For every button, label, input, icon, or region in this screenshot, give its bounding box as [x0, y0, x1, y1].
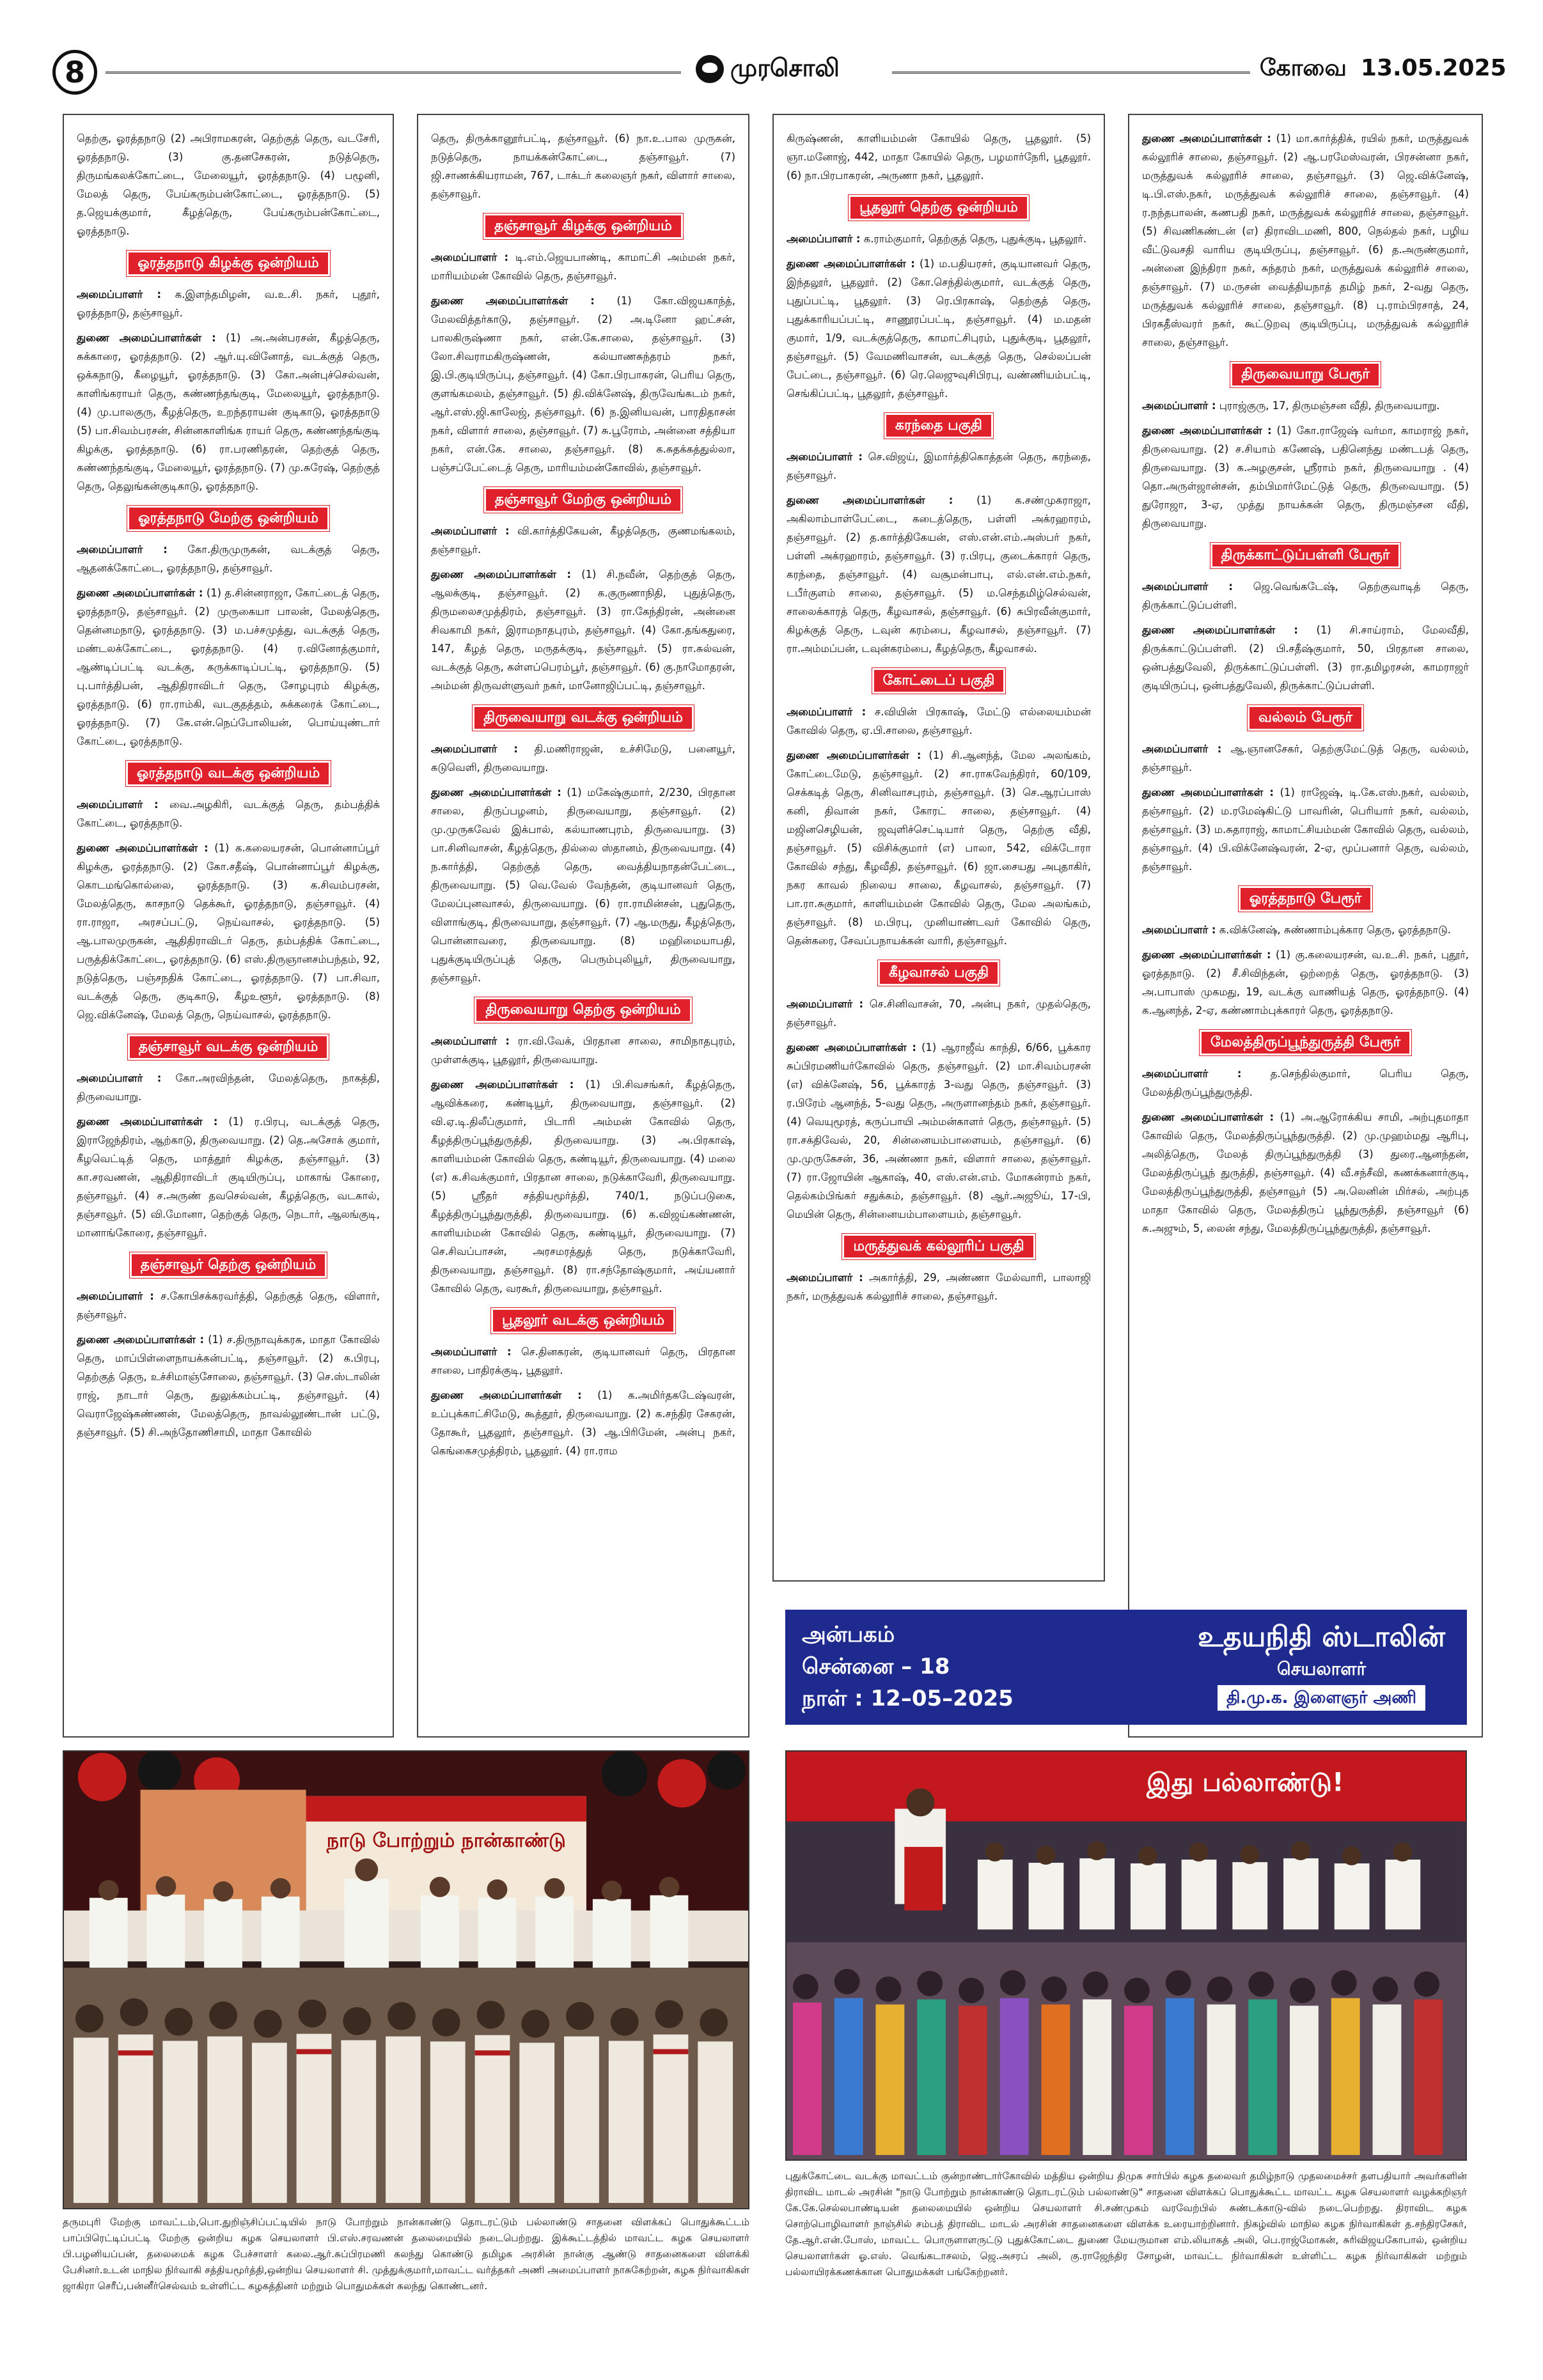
entry-text: (1) ச.திருநாவுக்கரசு, மாதா கோவில் தெரு, மாப்பிள்ளைநாயக்கன்பட்டி, தஞ்சாவூர். (2) க.பிரபு, தெற்குத் தெரு, உச்சிமாஞ்சோலை, தஞ்சாவூர். (3) செ.ஸ்டாலின் ராஜ், நாடார் தெரு, துலுக்கம்பட்டி, தஞ்சாவூர். (4) வெராஜேஷ்கண்ணன், மேலத்தெரு, நாவல்லூண்டான் பட்டு, தஞ்சாவூர். (5) சி.அந்தோணிசாமி, மாதா கோவில் — [77, 1334, 380, 1438]
entry-label: துணை அமைப்பாளர்கள் : — [77, 332, 216, 344]
entry-paragraph — [431, 565, 735, 695]
section-heading: மருத்துவக் கல்லூரிப் பகுதி — [842, 1234, 1035, 1259]
section-heading: தஞ்சாவூர் கிழக்கு ஒன்றியம் — [483, 214, 683, 239]
entry-label: அமைப்பாளர் : — [1142, 1068, 1242, 1080]
page-number: 8 — [52, 50, 97, 95]
entry-label: துணை அமைப்பாளர்கள் : — [787, 1041, 916, 1054]
entry-paragraph — [787, 703, 1091, 740]
entry-paragraph — [787, 447, 1091, 485]
entry-paragraph — [1142, 921, 1469, 939]
entry-text: அகார்த்தி, 29, அண்ணா மேல்வாரி, பாலாஜி நகர், மருத்துவக் கல்லூரிச் சாலை, தஞ்சாவூர். — [787, 1272, 1091, 1302]
entry-paragraph — [787, 1268, 1091, 1305]
event-photo-pudukkottai — [785, 1750, 1467, 2161]
entry-text: (1) மகேஷ்குமார், 2/230, பிரதான சாலை, திருப்பழனம், திருவையாறு, தஞ்சாவூர். (2) மு.முருகவேல் இக்பால், கல்யாணபுரம், திருவையாறு. (3) பா.சினிவாசன், கீழத்தெரு, தில்லை ஸ்தானம், திருவையாறு. (4) ந.கார்த்தி, தெற்குத் தெரு, வைத்தியநாதன்பேட்டை, திருவையாறு. (5) வெ.வேல் வேந்தன், குடியானவர் தெரு, மேலப்புனவாசல், திருவையாறு. (6) ரா.ராமின்சன், புதுதெரு, விளாங்குடி, திருவையாறு, தஞ்சாவூர். (7) ஆ.மருது, கீழத்தெரு, பொன்னாவரை, திருவையாறு. (8) மஹிமையாபதி, புதுக்குடியிருப்புத் தெரு, பெரும்புலியூர், திருவையாறு, தஞ்சாவூர். — [431, 786, 735, 984]
entry-paragraph — [77, 1069, 380, 1106]
section-heading: மேலத்திருப்பூந்துருத்தி பேரூர் — [1200, 1030, 1411, 1055]
entry-paragraph — [77, 129, 380, 240]
entry-paragraph — [77, 540, 380, 577]
article-column-1 — [63, 114, 394, 1738]
entry-text: (1) க.கலையரசன், பொன்னாப்பூர் கிழக்கு, ஓரத்தநாடு. (2) கோ.சதீஷ், பொன்னாப்பூர் கிழக்கு, கொடமங்கொல்லை, ஓரத்தநாடு. (3) க.சிவம்பரசன், மேலத்தெரு, காசநாடு தெக்கூர், ஓரத்தநாடு, தஞ்சாவூர். (4) ரா.ராஜா, அரசப்பட்டு, நெய்வாசல், ஓரத்தநாடு. (5) ஆ.பாலமுருகன், ஆதிதிராவிடர் தெரு, தம்பத்திக் கோட்டை, பருத்திக்கோட்டை, ஓரத்தநாடு. (6) எஸ்.திருஞானசம்பந்தம், 92, நடுத்தெரு, பஞ்சநதிக் கோட்டை, ஓரத்தநாடு. (7) பா.சிவா, வடக்குத் தெரு, குடிகாடு, கீழஉளூர், ஓரத்தநாடு. (8) ஜெ.விக்னேஷ், மேலத் தெரு, நெய்வாசல், ஓரத்தநாடு. — [77, 842, 380, 1021]
entry-paragraph — [77, 1112, 380, 1242]
photo-caption-dharmapuri: தருமபுரி மேற்கு மாவட்டம்,பொ.துறிஞ்சிப்பட்டியில் நாடு போற்றும் நான்காண்டு தொடரட்டும் பல்லாண்டு சாதனை விளக்கப் பொதுக்கூட்டம் பாப்பிரெட்டிப்பட்டி மேற்கு ஒன்றிய கழக செயலாளர் பி.எஸ்.சரவணன் தலைமையில் நடைபெற்றது. இக்கூட்டத்தில் மாவட்ட கழக செயலாளர் பி.பழனியப்பன், தலைமைக் கழக பேச்சாளர் கலை.ஆர்.சுப்பிரமணி கலந்து கொண்டு தமிழக அரசின் நான்கு ஆண்டு சாதனைகளை விளக்கி பேசினர்.உடன் மாநில நிர்வாகி சத்தியமூர்த்தி,ஒன்றிய செயலாளர் சி. முத்துக்குமார்,மாவட்ட வர்த்தகர் அணி அமைப்பாளர் நாசுகேற்றன், கழக நிர்வாகிகள் ஜாகிரா செரீப்,பன்னீர்செல்வம் உள்ளிட்ட கழகத்தினர் மற்றும் பொதுமக்கள் கலந்து கொண்டனர். — [63, 2216, 749, 2292]
article-column-2 — [417, 114, 749, 1738]
entry-label: அமைப்பாளர் : — [77, 288, 161, 300]
entry-paragraph — [1142, 421, 1469, 533]
masthead-rule-right — [892, 72, 1250, 74]
entry-label: துணை அமைப்பாளர்கள் : — [1142, 624, 1298, 636]
entry-text: தெற்கு, ஓரத்தநாடு (2) அபிராமகரன், தெற்குத் தெரு, வடசேரி, ஓரத்தநாடு. (3) கு.தனசேகரன், நடுத்தெரு, திருமங்கலக்கோட்டை, மேலையூர், ஓரத்தநாடு. (4) பழூனி, மேலத் தெரு, பேய்கரும்பன்கோட்டை, ஓரத்தநாடு. (5) த.ஜெயக்குமார், கீழத்தெரு, பேய்கரும்பன்கோட்டை, ஓரத்தநாடு. — [77, 132, 380, 237]
entry-text: கோ.அரவிந்தன், மேலத்தெரு, நாகத்தி, திருவையாறு. — [77, 1072, 380, 1103]
entry-label: துணை அமைப்பாளர்கள் : — [1142, 132, 1271, 144]
entry-paragraph — [787, 1038, 1091, 1224]
entry-text: கோ.திருமுருகன், வடக்குத் தெரு, ஆதனக்கோட்டை, ஓரத்தநாடு, தஞ்சாவூர். — [77, 543, 380, 574]
entry-paragraph — [1142, 740, 1469, 777]
entry-label: அமைப்பாளர் : — [77, 798, 159, 811]
entry-paragraph — [77, 795, 380, 832]
entry-label: துணை அமைப்பாளர்கள் : — [787, 749, 921, 761]
stage-banner-text: நாடு போற்றும் நான்காண்டு — [326, 1830, 566, 1853]
entry-label: அமைப்பாளர் : — [787, 451, 863, 463]
entry-paragraph — [1142, 1064, 1469, 1101]
entry-label: அமைப்பாளர் : — [431, 525, 510, 537]
entry-paragraph — [431, 522, 735, 559]
entry-text: க.ராம்குமார், தெற்குத் தெரு, புதுக்குடி, பூதலூர். — [863, 233, 1087, 245]
entry-text: டி.எம்.ஜெயபாண்டி, காமாட்சி அம்மன் நகர், மாரியம்மன் கோவில் தெரு, தஞ்சாவூர். — [431, 251, 735, 282]
section-heading: ஓரத்தநாடு வடக்கு ஒன்றியம் — [126, 761, 331, 786]
entry-label: அமைப்பாளர் : — [431, 1346, 512, 1358]
entry-label: அமைப்பாளர் : — [787, 998, 863, 1010]
entry-text: செ.விஜய், இமார்த்திகொத்தன் தெரு, கரந்தை, தஞ்சாவூர். — [787, 451, 1091, 481]
section-heading: பூதலூர் தெற்கு ஒன்றியம் — [849, 195, 1029, 221]
section-heading: வல்லம் பேரூர் — [1248, 705, 1363, 731]
article-column-3 — [772, 114, 1105, 1582]
entry-text: செ.சினிவாசன், 70, அன்பு நகர், முதல்தெரு, தஞ்சாவூர். — [787, 998, 1091, 1029]
entry-text: (1) க.சண்முகராஜா, அகிலாம்பாள்பேட்டை, கடைத்தெரு, பள்ளி அக்ரஹாரம், தஞ்சாவூர். (2) த.கார்த்திகேயன், எஸ்.என்.எம்.அஸ்பர் நகர், பள்ளி அக்ரஹாரம், தஞ்சாவூர். (3) ர.பிரபு, குடைக்காரர் தெரு, கரந்தை, தஞ்சாவூர். (4) வசூமன்பாபு, எல்.என்.எம்.நகர், டபீர்குளம் சாலை, தஞ்சாவூர். (5) ம.செந்தமிழ்செல்வன், சாலைக்காரத் தெரு, கீழவாசல், தஞ்சாவூர். (6) சுபிரவீன்குமார், கிழக்குத் தெரு, டவுன் கரம்பை, கீழவாசல், தஞ்சாவூர். (7) ரா.அம்மப்பன், டவுன்கரம்பை, கீழத்தெரு, கீழவாசல். — [787, 494, 1091, 655]
entry-paragraph — [431, 248, 735, 285]
entry-text: (1) த.சின்னராஜா, கோட்டைத் தெரு, ஓரத்தநாடு, தஞ்சாவூர். (2) முருகையா பாலன், மேலத்தெரு, தென்னமநாடு, ஓரத்தநாடு. (3) ம.பச்சமுத்து, வடக்குத் தெரு, மண்டலக்கோட்டை, ஓரத்தநாடு. (4) ர.வினோத்குமார், ஆண்டிப்பட்டி வடக்கு, கருக்காடிப்பட்டி, ஓரத்தநாடு. (5) பு.பார்த்திபன், ஆதிதிராவிடர் தெரு, சோழபுரம் கிழக்கு, ஓரத்தநாடு. (6) ரா.ராம்கி, வடகுதத்தம், சுக்கரைக் கோட்டை, ஓரத்தநாடு. (7) கே.என்.நெப்போலியன், பொய்யுண்டார் கோட்டை, ஓரத்தநாடு. — [77, 587, 380, 747]
section-heading: கீழவாசல் பகுதி — [878, 960, 999, 986]
section-heading: ஓரத்தநாடு மேற்கு ஒன்றியம் — [127, 506, 329, 531]
entry-label: துணை அமைப்பாளர்கள் : — [77, 587, 203, 599]
entry-text: க.விக்னேஷ், சுண்ணாம்புக்கார தெரு, ஓரத்தநாடு. — [1219, 924, 1451, 936]
announcement-city: சென்னை – 18 — [802, 1654, 950, 1679]
entry-text: கிருஷ்ணன், காளியம்மன் கோயில் தெரு, பூதலூர். (5) ஞா.மனோஜ், 442, மாதா கோயில் தெரு, பழமார்நேரி, பூதலூர். (6) நா.பிரபாகரன், அருணா நகர், பூதலூர். — [787, 132, 1091, 182]
entry-paragraph — [431, 1342, 735, 1380]
entry-paragraph — [787, 995, 1091, 1032]
section-heading: திருவையாறு வடக்கு ஒன்றியம் — [473, 705, 694, 731]
entry-label: துணை அமைப்பாளர்கள் : — [77, 842, 208, 854]
entry-label: துணை அமைப்பாளர்கள் : — [787, 494, 953, 506]
entry-text: தெரு, திருக்கானூர்பட்டி, தஞ்சாவூர். (6) நா.உ.பால முருகன், நடுத்தெரு, நாயக்கன்கோட்டை, தஞ்சாவூர். (7) ஜி.சாணக்கியராமன், 767, டாக்டர் கலைஞர் நகர், விளார் சாலை, தஞ்சாவூர். — [431, 132, 735, 200]
entry-paragraph — [787, 746, 1091, 950]
section-heading: தஞ்சாவூர் வடக்கு ஒன்றியம் — [128, 1034, 329, 1060]
announcement-date: நாள் : 12–05–2025 — [802, 1686, 1014, 1711]
entry-text: (1) ராஜேஷ், டி.கே.எஸ்.நகர், வல்லம், தஞ்சாவூர். (2) ம.ரமேஷ்கிட்டு பாவரின், பெரியார் நகர், வல்லம், தஞ்சாவூர். (3) ம.சுதாராஜ், காமாட்சியம்மன் கோவில் தெரு, வல்லம், தஞ்சாவூர். (4) பி.விக்னேஷ்வரன், 2-ஏ, மூப்பனார் தெரு, வல்லம், தஞ்சாவூர். — [1142, 786, 1469, 873]
entry-paragraph — [431, 1386, 735, 1460]
section-heading: திருவையாறு பேரூர் — [1230, 362, 1381, 387]
masthead-rule-left — [106, 72, 681, 74]
entry-text: (1) சி.நவீன், தெற்குத் தெரு, ஆலக்குடி, தஞ்சாவூர். (2) க.குருணாநிதி, புதுத்தெரு, திருமலைசமுத்திரம், தஞ்சாவூர். (3) ரா.கேந்திரன், அன்னை சிவகாமி நகர், இராமநாதபுரம், தஞ்சாவூர். (4) கோ.தங்கதுரை, 147, கீழத் தெரு, மருதக்குடி, தஞ்சாவூர். (5) ரா.சுல்வன், வடக்குத் தெரு, கள்ளப்பெரம்பூர், தஞ்சாவூர். (6) கு.நாமோதரன், அம்மன் திருவள்ளுவர் நகர், மானோஜிப்பட்டி, தஞ்சாவூர். — [431, 568, 735, 692]
section-heading: ஓரத்தநாடு கிழக்கு ஒன்றியம் — [127, 251, 330, 276]
entry-label: அமைப்பாளர் : — [77, 543, 168, 556]
entry-text: (1) ஆராஜீவ் காந்தி, 6/66, பூக்கார சுப்பிரமணியர்கோவில் தெரு, தஞ்சாவூர். (2) மா.சிவம்பரசன் (எ) விக்னேஷ், 56, பூக்காரத் 3-வது தெரு, தஞ்சாவூர். (3) ர.பிரேம் ஆனந்த், 5-வது தெரு, அருளானந்தம் நகர், தஞ்சாவூர். (4) வெயுமூரத், கருப்பாயி அம்மன்காளர் தெரு, தஞ்சாவூர். (5) ரா.சக்திவேல், 20, சின்னையம்பாளையம், தஞ்சாவூர். (6) மு.முருகேசன், 36, அண்ணா நகர், விளார் சாலை, தஞ்சாவூர். (7) ரா.ஜோயின் ஆகாஷ், 40, எஸ்.என்.எம். மோகன்ராம் நகர், தெல்கம்பிங்கர் சதுக்கம், தஞ்சாவூர். (8) ஆர்.அஜூய், 17-பி, மெயின் தெரு, சின்னையம்பாளையம், தஞ்சாவூர். — [787, 1041, 1091, 1220]
entry-label: துணை அமைப்பாளர்கள் : — [77, 1334, 205, 1346]
entry-label: அமைப்பாளர் : — [787, 233, 861, 245]
entry-text: (1) அ.அன்பரசன், கீழத்தெரு, சுக்காரை, ஓரத்தநாடு. (2) ஆர்.யு.வினோத், வடக்குத் தெரு, ஒக்கநாடு, கீழையூர், ஓரத்தநாடு. (3) கோ.அன்புச்செல்வன், காளிங்கராயர் தெரு, கண்ணந்தங்குடி, மேலையூர், ஓரத்தநாடு. (4) மு.பாலகுரு, கீழத்தெரு, உறந்தராயன் குடிகாடு, ஓரத்தநாடு (5) பா.சிவம்பரசன், சின்னகாளிங்க ராயர் தெரு, கண்ணந்தங்குடி கிழக்கு, ஓரத்தநாடு. (6) ரா.பரணிதரன், தெற்குத் தெரு, கண்ணந்தங்குடி, மேலையூர், ஓரத்தநாடு. (7) மு.சுரேஷ், தெற்குத் தெரு, தெலுங்கன்குடிகாடு, ஓரத்தநாடு. — [77, 332, 380, 492]
newspaper-brand: முரசொலி — [730, 54, 840, 82]
entry-text: (1) ர.பிரபு, வடக்குத் தெரு, இராஜேந்திரம், ஆற்காடு, திருவையாறு. (2) தெ.அசோக் குமார், கீழவெட்டித் தெரு, மாத்தூர் கிழக்கு, தஞ்சாவூர். (3) கா.சரவணன், ஆதிதிராவிடர் குடியிருப்பு, மாகாங் கோரை, தஞ்சாவூர். (4) ச.அருண் தவசெல்வன், கீழத்தெரு, வடகால், தஞ்சாவூர். (5) வி.மோனா, தெற்குத் தெரு, நெடார், ஆலங்குடி, மானாங்கோரை, தஞ்சாவூர். — [77, 1116, 380, 1239]
entry-label: அமைப்பாளர் : — [787, 706, 866, 718]
entry-paragraph — [431, 129, 735, 203]
signatory-role: செயலாளர் — [1277, 1658, 1367, 1679]
entry-text: ஜெ.வெங்கடேஷ், தெற்குவாடித் தெரு, திருக்காட்டுப்பள்ளி. — [1142, 580, 1469, 611]
entry-label: துணை அமைப்பாளர்கள் : — [1142, 424, 1272, 437]
entry-label: அமைப்பாளர் : — [1142, 580, 1233, 593]
entry-label: அமைப்பாளர் : — [1142, 743, 1222, 755]
article-column-4 — [1128, 114, 1483, 1738]
masthead — [0, 0, 1543, 109]
announcement-place: அன்பகம் — [802, 1622, 895, 1647]
murasoli-logo-icon — [696, 55, 724, 83]
section-heading: கோட்டைப் பகுதி — [872, 668, 1006, 694]
entry-text: ச.கோபிசக்கரவர்த்தி, தெற்குத் தெரு, விளார், தஞ்சாவூர். — [77, 1290, 380, 1321]
entry-paragraph — [77, 1330, 380, 1442]
section-heading: பூதலூர் வடக்கு ஒன்றியம் — [491, 1308, 675, 1334]
entry-label: அமைப்பாளர் : — [787, 1272, 863, 1284]
stage-crowd-illustration-2 — [787, 1752, 1466, 2159]
entry-label: துணை அமைப்பாளர்கள் : — [1142, 949, 1271, 961]
entry-label: அமைப்பாளர் : — [1142, 924, 1216, 936]
entry-paragraph — [787, 491, 1091, 658]
entry-label: அமைப்பாளர் : — [77, 1072, 162, 1084]
entry-text: (1) க.அமிர்தகடேஷ்வரன், உப்புக்காட்சிமேடு, கூத்தூர், திருவையாறு. (2) க.சந்திர சேகரன், தோகூர், பூதலூர், தஞ்சாவூர். (3) ஆ.பிரிமேன், அன்பு நகர், கெங்கைசமுத்திரம், பூதலூர். (4) ரா.ராம — [431, 1389, 735, 1457]
section-heading: தஞ்சாவூர் தெற்கு ஒன்றியம் — [130, 1252, 327, 1278]
entry-text: வி.கார்த்திகேயன், கீழத்தெரு, குணமங்கலம், தஞ்சாவூர். — [431, 525, 735, 556]
entry-label: துணை அமைப்பாளர்கள் : — [431, 295, 595, 307]
entry-text: புராஜ்குரு, 17, திருமஞ்சன வீதி, திருவையாறு. — [1219, 400, 1440, 412]
entry-label: அமைப்பாளர் : — [1142, 400, 1216, 412]
section-heading: தஞ்சாவூர் மேற்கு ஒன்றியம் — [484, 487, 682, 513]
entry-text: தி.மணிராஜன், உச்சிமேடு, பனையூர், கடுவெளி, திருவையாறு. — [431, 743, 735, 774]
stage-crowd-illustration — [64, 1752, 748, 2208]
entry-paragraph — [77, 584, 380, 751]
entry-label: அமைப்பாளர் : — [431, 251, 509, 263]
entry-paragraph — [77, 1287, 380, 1324]
entry-text: ரா.வி.வேக், பிரதான சாலை, சாமிநாதபுரம், முள்ளக்குடி, பூதலூர், திருவையாறு. — [431, 1035, 735, 1066]
entry-label: அமைப்பாளர் : — [77, 1290, 154, 1302]
entry-paragraph — [787, 254, 1091, 403]
signatory-org: தி.மு.க. இளைஞர் அணி — [1218, 1685, 1425, 1711]
entry-text: (1) பி.சிவசங்கர், கீழத்தெரு, ஆவிக்கரை, கண்டியூர், திருவையாறு, தஞ்சாவூர். (2) வி.ஏ.டி.திலீப்குமார், பிடாரி அம்மன் கோவில் தெரு, கீழத்திருப்பூந்துருத்தி, திருவையாறு. (3) அ.பிரகாஷ், காளியம்மன் கோவில் தெரு, கண்டியூர், திருவையாறு. (4) மலை (எ) க.சிவக்குமார், பிரதான சாலை, நடுக்காவேரி, திருவையாறு. (5) ஸ்ரீதர் சத்தியமூர்த்தி, 740/1, நடுப்படுகை, கீழத்திருப்பூந்துருத்தி, திருவையாறு. (6) க.விஜய்கண்ணன், காளியம்மன் கோவில் தெரு, கண்டியூர், திருவையாறு. (7) செ.சிவப்பாசன், அரசமரத்துத் தெரு, நடுக்காவேரி, திருவையாறு, தஞ்சாவூர். (8) ரா.சந்தோஷ்குமார், அய்யனார் கோவில் தெரு, வரகூர், திருவையாறு, தஞ்சாவூர். — [431, 1078, 735, 1295]
entry-paragraph — [431, 1032, 735, 1069]
entry-paragraph — [77, 285, 380, 322]
entry-text: (1) சி.சாய்ராம், மேலவீதி, திருக்காட்டுப்பள்ளி. (2) பி.சதீஷ்குமார், 50, பிரதான சாலை, ஒன்பத்துவேலி, திருக்காட்டுப்பள்ளி. (3) ரா.தமிழரசன், காமராஜர் குடியிருப்பு, ஒன்பத்துவேலி, திருக்காட்டுப்பள்ளி. — [1142, 624, 1469, 692]
entry-label: அமைப்பாளர் : — [431, 743, 518, 755]
entry-text: க.இளந்தமிழன், வ.உ.சி. நகர், புதூர், ஓரத்தநாடு, தஞ்சாவூர். — [77, 288, 380, 319]
entry-paragraph — [77, 329, 380, 495]
entry-text: ச.வியின் பிரகாஷ், மேட்டு எல்லையம்மன் கோவில் தெரு, ஏ.பி.சாலை, தஞ்சாவூர். — [787, 706, 1091, 736]
entry-paragraph — [431, 783, 735, 987]
announcement-signatory — [1198, 1619, 1445, 1711]
entry-text: த.செந்தில்குமார், பெரிய தெரு, மேலத்திருப்பூந்துருத்தி. — [1142, 1068, 1469, 1098]
event-photo-dharmapuri — [63, 1750, 749, 2209]
entry-text: (1) சி.ஆனந்த், மேல அலங்கம், கோட்டைமேடு, தஞ்சாவூர். (2) சா.ராகவேந்திரர், 60/109, செக்கடித் தெரு, சினிவாசபுரம், தஞ்சாவூர். (3) செ.ஆரப்பாஸ் கனி, திவான் நகர், கோரட் சாலை, தஞ்சாவூர். (4) மஜினசெழியன், ஜவுளிச்செட்டியார் தெரு, தெற்கு வீதி, தஞ்சாவூர். (5) விசிக்குமார் (எ) பாலா, 542, விக்டோரா கோவில் சந்து, கீழவீதி, தஞ்சாவூர். (6) ஜா.சையது அபுதாகிர், நகர காவல் நிலைய சாலை, கீழவாசல், தஞ்சாவூர். (7) பா.ரா.சுகுமார், காளியம்மன் கோவில் தெரு, மேல அலங்கம், தஞ்சாவூர். (8) ம.பிரபு, முனியாண்டவர் கோவில் தெரு, தென்கரை, சேவப்பநாயக்கன் வாரி, தஞ்சாவூர். — [787, 749, 1091, 947]
entry-label: துணை அமைப்பாளர்கள் : — [431, 568, 572, 580]
entry-text: செ.தினகரன், குடியானவர் தெரு, பிரதான சாலை, பாதிரக்குடி, பூதலூர். — [431, 1346, 735, 1376]
entry-text: (1) மா.கார்த்திக், ரயில் நகர், மருத்துவக் கல்லூரிச் சாலை, தஞ்சாவூர். (2) ஆ.பரமேஸ்வரன், பிரசன்னா நகர், மருத்துவக் கல்லூரிச் சாலை, தஞ்சாவூர். (3) ஜெ.விக்னேஷ், டி.பி.எஸ்.நகர், மருத்துவக் கல்லூரிச் சாலை, தஞ்சாவூர். (4) ர.நந்தபாலன், கணபதி நகர், மருத்துவக் கல்லூரிச் சாலை, தஞ்சாவூர். (5) சிவணிகண்டன் (எ) திராவிடமணி, 800, நெல்தல் நகர், பழிய வீட்டுவசதி வாரிய குடியிருப்பு, தஞ்சாவூர். (6) த.அருண்குமார், அன்னை இந்திரா நகர், சுந்தரம் நகர், மருத்துவக் கல்லூரிச் சாலை, தஞ்சாவூர். (7) ம.ருசன் வைத்தியநாத் தமிழ் நகர், 2-வது தெரு, மருத்துவக் கல்லூரிச் சாலை, தஞ்சாவூர். (8) பு.ராம்பிரசாத், 24, பிரகதீஸ்வரர் நகர், கூட்டுறவு குடியிருப்பு, மருத்துவக் கல்லூரிச் சாலை, தஞ்சாவூர். — [1142, 132, 1469, 348]
signatory-name: உதயநிதி ஸ்டாலின் — [1198, 1621, 1445, 1653]
section-heading: திருக்காட்டுப்பள்ளி பேரூர் — [1210, 543, 1401, 568]
entry-paragraph — [431, 740, 735, 777]
edition-date: 13.05.2025 — [1360, 55, 1507, 81]
entry-label: துணை அமைப்பாளர்கள் : — [431, 786, 561, 798]
entry-label: துணை அமைப்பாளர்கள் : — [787, 258, 915, 270]
entry-paragraph — [1142, 1108, 1469, 1238]
section-heading: ஓரத்தநாடு பேரூர் — [1239, 886, 1373, 912]
entry-text: வை.அழகிரி, வடக்குத் தெரு, தம்பத்திக் கோட்டை, ஓரத்தநாடு. — [77, 798, 380, 829]
announcement-box — [785, 1610, 1467, 1725]
entry-paragraph — [77, 839, 380, 1024]
announcement-origin — [802, 1619, 1014, 1715]
entry-label: அமைப்பாளர் : — [431, 1035, 510, 1047]
entry-label: துணை அமைப்பாளர்கள் : — [431, 1078, 574, 1091]
entry-paragraph — [787, 229, 1091, 248]
entry-label: துணை அமைப்பாளர்கள் : — [1142, 786, 1274, 798]
entry-paragraph — [1142, 621, 1469, 695]
entry-paragraph — [1142, 577, 1469, 614]
entry-paragraph — [431, 1075, 735, 1298]
entry-text: (1) அ.ஆரோக்கிய சாமி, அற்புதமாதா கோவில் தெரு, மேலத்திருப்பூந்துருத்தி. (2) மு.முஹம்மது ஆரிபு, அலித்தெரு, மேலத் திருப்பூந்துருத்தி (3) துரை.ஆனந்தன், மேலத்திருப்பூந் துருத்தி, தஞ்சாவூர். (4) வீ.சந்சீவி, கணக்கனார்குடி, மேலத்திருப்பூந்துருத்தி, தஞ்சாவூர் (5) அ.லெனின் மிர்சல், அற்புத மாதா கோவில் தெரு, மேலத்திருப் பூந்துருத்தி, தஞ்சாவூர் (6) சு.அஜும், 5, லைன் சந்து, மேலத்திருப்பூந்துருத்தி, தஞ்சாவூர். — [1142, 1111, 1469, 1234]
edition-info — [1260, 55, 1521, 84]
entry-paragraph — [1142, 396, 1469, 415]
edition-city: கோவை — [1260, 55, 1347, 81]
entry-text: (1) ம.பதியரசர், குடியானவர் தெரு, இந்தலூர், பூதலூர். (2) கோ.செந்தில்குமார், வடக்குத் தெரு, புதுப்பட்டி, பூதலூர். (3) ரெ.பிரகாஷ், தெற்குத் தெரு, புதுக்காரியப்பட்டி, சாணூரப்பட்டி, தஞ்சாவூர். (4) ம.மதன் குமார், 1/9, வடக்குத்தெரு, காமாட்சிபுரம், புதுக்குடி, பூதலூர், தஞ்சாவூர். (5) வேமணிவாசன், வடக்குத் தெரு, செல்லப்பன் பேட்டை, தஞ்சாவூர். (6) ரெ.லெஜுவுசிபிரபு, வண்ணியம்பட்டி, செங்கிப்பட்டி, பூதலூர், தஞ்சாவூர். — [787, 258, 1091, 400]
entry-paragraph — [1142, 783, 1469, 876]
entry-text: ஆ.ஞானசேகர், தெற்குமேட்டுத் தெரு, வல்லம், தஞ்சாவூர். — [1142, 743, 1469, 774]
section-heading: திருவையாறு தெற்கு ஒன்றியம் — [474, 997, 691, 1023]
entry-paragraph — [787, 129, 1091, 185]
entry-label: துணை அமைப்பாளர்கள் : — [431, 1389, 582, 1401]
stage-banner-text-2: இது பல்லாண்டு! — [1147, 1768, 1344, 1798]
entry-text: (1) கோ.ராஜேஷ் வர்மா, காமராஜ் நகர், திருவையாறு. (2) ச.சியாம் கணேஷ், பதினெந்து மண்டபத் தெரு, திருவையாறு. (3) க.அழகுசன், ஸ்ரீராம் நகர், திருவையாறு . (4) தொ.அருள்ஜான்சன், தம்பிமார்மேட்டுத் தெரு, திருவையாறு. (5) துரோஜா, 3-ஏ, முத்து நாயக்கன் தெரு, திருமஞ்சன வீதி, திருவையாறு. — [1142, 424, 1469, 529]
entry-paragraph — [1142, 945, 1469, 1020]
photo-caption-pudukkottai: புதுக்கோட்டை வடக்கு மாவட்டம் குன்றாண்டார்கோவில் மத்திய ஒன்றிய திமுக சார்பில் கழக தலைவர் தமிழ்நாடு முதலமைச்சர் தளபதியார் அவர்களின் திராவிட மாடல் அரசின் "நாடு போற்றும் நான்காண்டு தொடரட்டும் பல்லாண்டு" சாதனை விளக்கப் பொதுக்கூட்ட மாவட்ட கழக செயலாளர் வழக்கறிஞர் கே.கே.செல்லபாண்டியன் தலைமையில் ஒன்றிய செயலாளர் சி.சண்முகம் வரவேற்பில் சுண்டக்காடு-வில் நடைபெற்றது. திராவிட கழக சொற்பொழிவாளர் நாஞ்சில் சம்பத் திராவிட மாடல் அரசின் சாதனைகளை விளக்க உரையாற்றினார். நிகழ்வில் மாநில கழக நிர்வாகிகள் த.சந்திரசேகர், தே.ஆர்.என்.போஸ், மாவட்ட பொருளாளருட்டு புதுக்கோட்டை துணை மேயருமான எம்.லியாகத் அலி, பெ.ராஜ்மோகன், சுரிவிஜயகோபால், ஒன்றிய செயலாளர்கள் ஓ.எஸ். வெங்கடாசலம், ஜெ.அசரப் அலி, கு.ராஜேந்திர சோழன், மாவட்ட நிர்வாகிகள் உள்ளிட்ட கழக நிர்வாகிகள் மற்றும் பல்லாயிரக்கணக்கான பொதுமக்கள் பங்கேற்றனர். — [785, 2170, 1467, 2278]
section-heading: கரந்தை பகுதி — [884, 413, 993, 439]
entry-paragraph — [1142, 129, 1469, 352]
entry-label: துணை அமைப்பாளர்கள் : — [1142, 1111, 1274, 1123]
entry-text: (1) கு.கலையரசன், வ.உ.சி. நகர், புதூர், ஓரத்தநாடு. (2) சீ.சிவிந்தன், ஒற்றைத் தெரு, ஓரத்தநாடு. (3) அ.பாபாஸ் முகமது, 19, வடக்கு வாணியத் தெரு, ஓரத்தநாடு. (4) க.ஆனந்த், 2-ஏ, கண்ணாம்புக்காரர் தெரு, ஓரத்தநாடு. — [1142, 949, 1469, 1016]
entry-paragraph — [431, 292, 735, 477]
entry-text: (1) கோ.விஜயகாந்த், மேலவித்தர்காடு, தஞ்சாவூர். (2) அ.டினோ ஹட்சன், பாலகிருஷ்ணா நகர், என்.கே.சாலை, தஞ்சாவூர். (3) லோ.சிவராமகிருஷ்ணன், கல்யாணசுந்தரம் நகர், இ.பி.குடியிருப்பு, தஞ்சாவூர். (4) கோ.பிரபாகரன், பெரிய தெரு, குளங்கமலம், தஞ்சாவூர். (5) தி.விக்னேஷ், திருவேங்கடம் நகர், ஆர்.எஸ்.ஜி.காலேஜ், தஞ்சாவூர். (6) ந.இனியவன், பாரதிதாசன் நகர், விளார் சாலை, தஞ்சாவூர். (7) சு.பூரோம், அன்னை சத்தியா நகர், என்.கே. சாலை, தஞ்சாவூர். (8) க.சுதக்கத்துல்லா, பஞ்சப்பேட்டைத் தெரு, மாரியம்மன்கோவில், தஞ்சாவூர். — [431, 295, 735, 474]
entry-label: துணை அமைப்பாளர்கள் : — [77, 1116, 218, 1128]
